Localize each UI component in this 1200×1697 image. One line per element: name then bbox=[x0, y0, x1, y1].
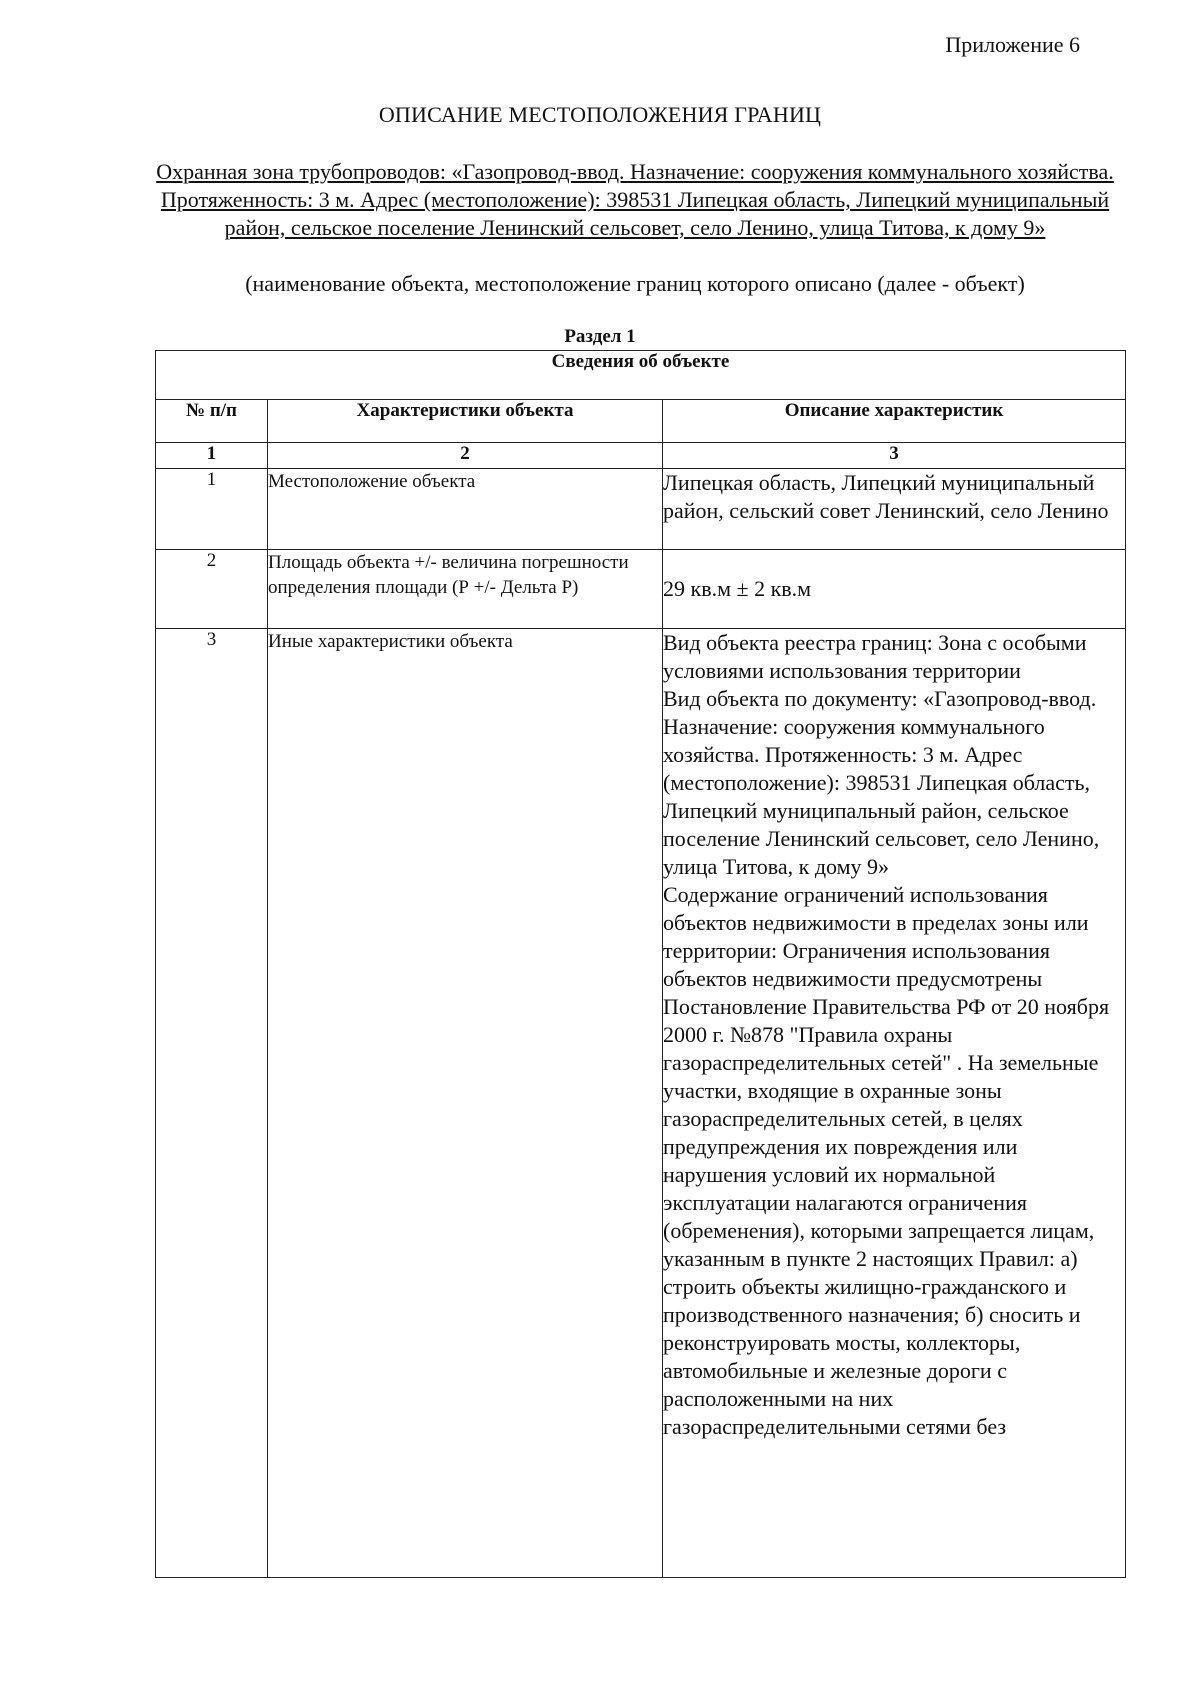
row-number: 2 bbox=[156, 550, 268, 629]
object-info-table bbox=[155, 350, 1126, 1578]
description-paragraph: Содержание ограничений использования объектов недвижимости в пределах зоны или территории: Ограничения использования объектов недвижимости предусмотрены Постановление Правительства РФ от 20 ноября 2000 г. №878 "Правила охраны газораспределительных сетей" . На земельные участки, входящие в охранные зоны газораспределительных сетей, в целях предупреждения их повреждения или нарушения условий их нормальной эксплуатации налагаются ограничения (обременения), которыми запрещается лицам, указанным в пункте 2 настоящих Правил: а) строить объекты жилищно-гражданского и производственного назначения; б) сносить и реконструировать мосты, коллекторы, автомобильные и железные дороги с расположенными на них газораспределительными сетями без bbox=[663, 882, 1110, 1439]
column-header-number: № п/п bbox=[156, 400, 268, 443]
table-caption-row bbox=[156, 351, 1126, 400]
row-characteristic: Иные характеристики объекта bbox=[268, 629, 663, 1578]
appendix-label: Приложение 6 bbox=[945, 32, 1080, 57]
object-name: Охранная зона трубопроводов: «Газопровод-ввод. Назначение: сооружения коммунального хозяйства. Протяженность: 3 м. Адрес (местоположение): 398531 Липецкая область, Липецкий муниципальный район, сельское поселение Ленинский сельсовет, село Ленино, улица Титова, к дому 9» bbox=[156, 159, 1114, 240]
row-description: Липецкая область, Липецкий муниципальный район, сельский совет Ленинский, село Ленино bbox=[663, 469, 1126, 550]
row-characteristic: Площадь объекта +/- величина погрешности определения площади (Р +/- Дельта Р) bbox=[268, 550, 663, 629]
row-description: 29 кв.м ± 2 кв.м bbox=[663, 550, 1126, 629]
row-characteristic: Местоположение объекта bbox=[268, 469, 663, 550]
object-name-caption: (наименование объекта, местоположение границ которого описано (далее - объект) bbox=[245, 271, 1025, 296]
table-caption: Сведения об объекте bbox=[156, 351, 1126, 400]
column-number: 3 bbox=[663, 443, 1126, 469]
column-number: 1 bbox=[156, 443, 268, 469]
table-row bbox=[156, 469, 1126, 550]
section-title: Раздел 1 bbox=[564, 326, 636, 347]
document-title: ОПИСАНИЕ МЕСТОПОЛОЖЕНИЯ ГРАНИЦ bbox=[378, 102, 822, 127]
row-description bbox=[663, 629, 1126, 1578]
row-number: 3 bbox=[156, 629, 268, 1578]
column-number: 2 bbox=[268, 443, 663, 469]
column-header-characteristic: Характеристики объекта bbox=[268, 400, 663, 443]
table-row bbox=[156, 629, 1126, 1578]
table-header-row bbox=[156, 400, 1126, 443]
column-header-description: Описание характеристик bbox=[663, 400, 1126, 443]
column-numbers-row bbox=[156, 443, 1126, 469]
table-row bbox=[156, 550, 1126, 629]
row-number: 1 bbox=[156, 469, 268, 550]
description-paragraph: Вид объекта реестра границ: Зона с особыми условиями использования территории bbox=[663, 630, 1087, 683]
description-paragraph: Вид объекта по документу: «Газопровод-ввод. Назначение: сооружения коммунального хозяйства. Протяженность: 3 м. Адрес (местоположение): 398531 Липецкая область, Липецкий муниципальный район, сельское поселение Ленинский сельсовет, село Ленино, улица Титова, к дому 9» bbox=[663, 686, 1100, 879]
